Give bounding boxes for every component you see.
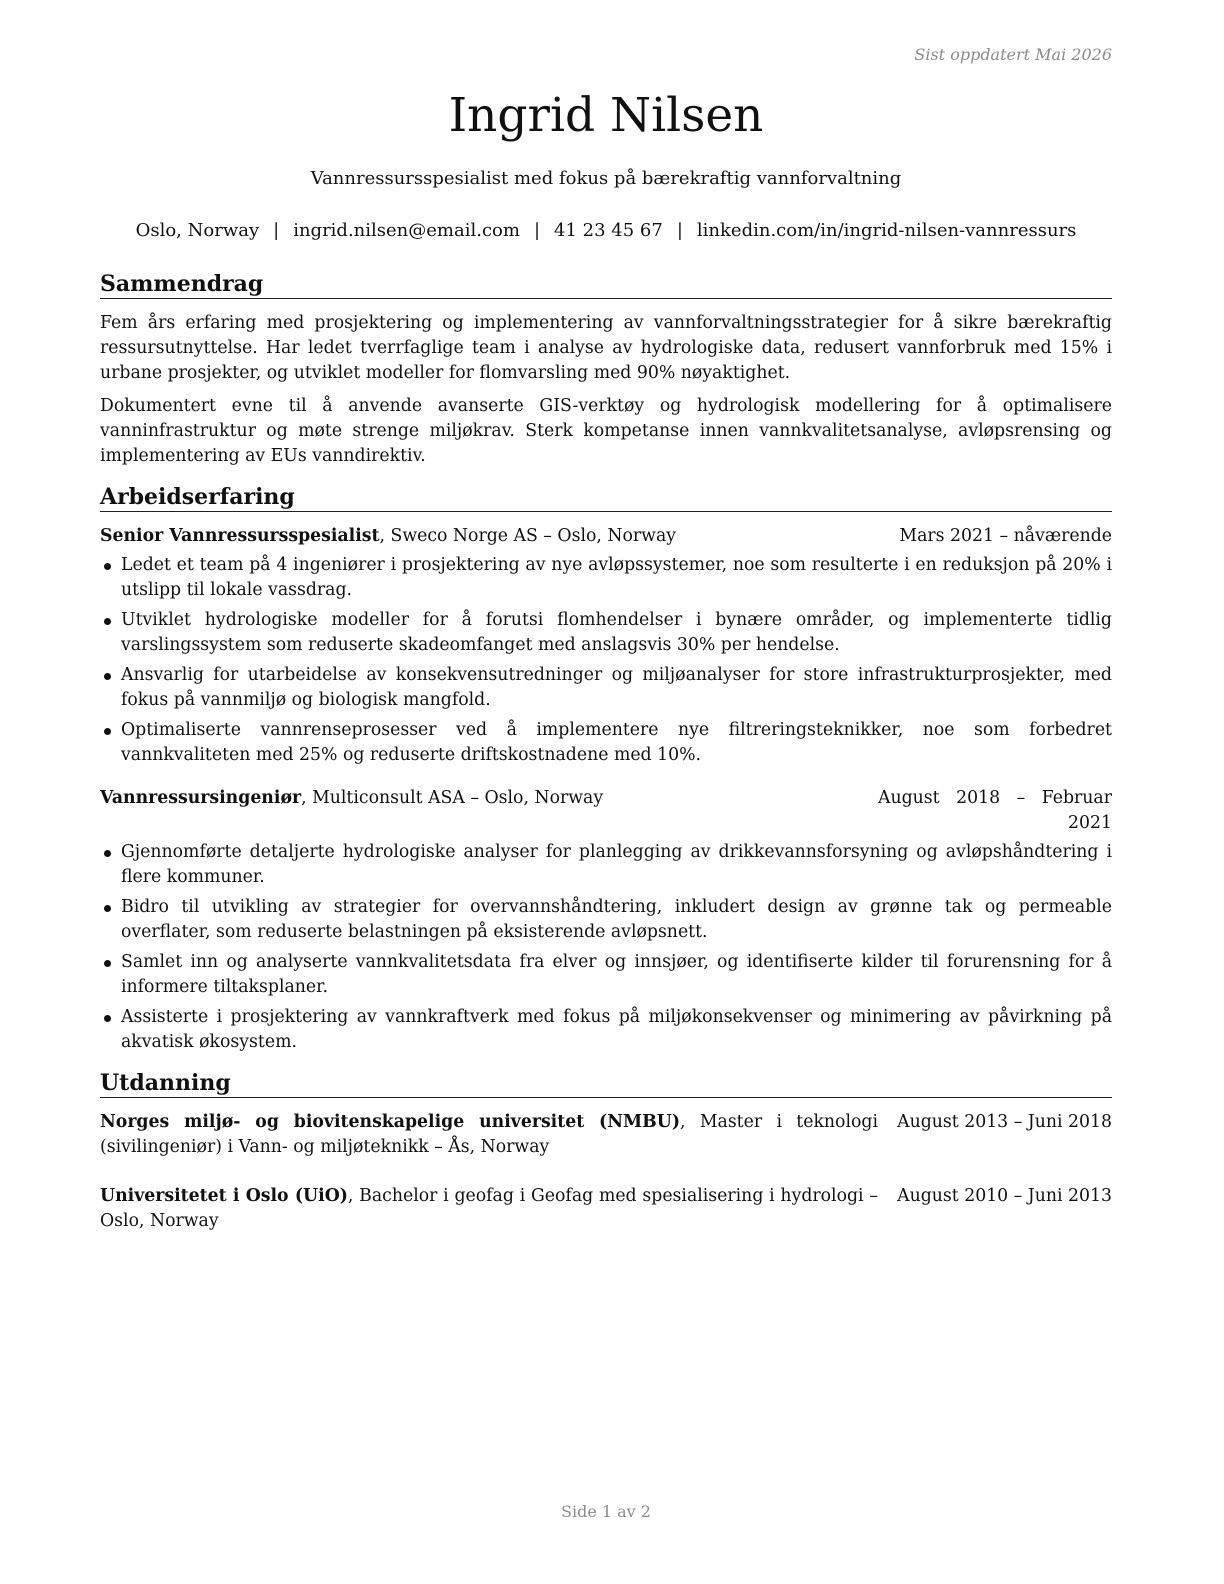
- education-item: [100, 1110, 1112, 1160]
- education-school: Norges miljø- og biovitenskapelige universitet (NMBU): [100, 1112, 680, 1132]
- candidate-name: Ingrid Nilsen: [448, 88, 764, 143]
- resume-page: [100, 0, 1112, 1584]
- summary-heading: Sammendrag: [100, 270, 1112, 299]
- contact-phone[interactable]: 41 23 45 67: [554, 220, 663, 241]
- education-dates: August 2013 – Juni 2018: [897, 1112, 1112, 1132]
- list-item: Samlet inn og analyserte vannkvalitetsdata fra elver og innsjøer, og identifiserte kilder til forurensning for å informere tiltaksplaner.: [100, 950, 1112, 1000]
- education-details: [100, 1184, 878, 1234]
- job-header: [100, 524, 1112, 549]
- contact-separator: |: [676, 220, 683, 241]
- education-degree: , Master i teknologi (sivilingeniør) i Vann- og miljøteknikk – Ås, Norway: [100, 1112, 878, 1157]
- contact-location: Oslo, Norway: [135, 220, 260, 241]
- contact-separator: |: [533, 220, 541, 241]
- list-item: Assisterte i prosjektering av vannkraftverk med fokus på miljøkonsekvenser og minimering av påvirkning på akvatisk økosystem.: [100, 1005, 1112, 1055]
- education-dates: August 2010 – Juni 2013: [897, 1186, 1112, 1206]
- job-employer: , Sweco Norge AS – Oslo, Norway: [379, 526, 677, 546]
- job-dates: August 2018 – Februar 2021: [878, 788, 1112, 833]
- list-item: Gjennomførte detaljerte hydrologiske analyser for planlegging av drikkevannsforsyning og avløpshåndtering i flere kommuner.: [100, 840, 1112, 890]
- contact-linkedin[interactable]: linkedin.com/in/ingrid-nilsen-vannressurs: [696, 220, 1077, 241]
- resume-content: [100, 270, 1112, 1258]
- job-title: Senior Vannressursspesialist: [100, 526, 380, 546]
- list-item: Optimaliserte vannrenseprosesser ved å implementere nye filtreringsteknikker, noe som forbedret vannkvaliteten med 25% og reduserte driftskostnadene med 10%.: [100, 718, 1112, 768]
- contact-line: [100, 220, 1112, 241]
- page-number: Side 1 av 2: [561, 1502, 651, 1521]
- summary-paragraph: Dokumentert evne til å anvende avanserte GIS-verktøy og hydrologisk modellering for å optimalisere vanninfrastruktur og møte strenge miljøkrav. Sterk kompetanse innen vannkvalitetsanalyse, avløpsrensing og implementering av EUs vanndirektiv.: [100, 396, 1112, 466]
- job-bullets: [100, 840, 1112, 1055]
- education-school: Universitetet i Oslo (UiO): [100, 1186, 348, 1206]
- education-degree: , Bachelor i geofag i Geofag med spesialisering i hydrologi – Oslo, Norway: [100, 1186, 878, 1231]
- job-title-line: [100, 524, 899, 549]
- list-item: Ansvarlig for utarbeidelse av konsekvensutredninger og miljøanalyser for store infrastrukturprosjekter, med fokus på vannmiljø og biologisk mangfold.: [100, 663, 1112, 713]
- contact-email[interactable]: ingrid.nilsen@email.com: [293, 220, 520, 241]
- summary-paragraph: Fem års erfaring med prosjektering og implementering av vannforvaltningsstrategier for å sikre bærekraftig ressursutnyttelse. Har ledet tverrfaglige team i analyse av hydrologiske data, redusert vannforbruk med 15% i urbane prosjekter, og utviklet modeller for flomvarsling med 90% nøyaktighet.: [100, 313, 1112, 383]
- experience-heading: Arbeidserfaring: [100, 483, 1112, 512]
- last-updated: Sist oppdatert Mai 2026: [914, 45, 1112, 64]
- job-title-line: [100, 786, 878, 811]
- job-dates: Mars 2021 – nåværende: [899, 526, 1112, 546]
- job-employer: , Multiconsult ASA – Oslo, Norway: [301, 788, 604, 808]
- tagline: Vannressursspesialist med fokus på bærekraftig vannforvaltning: [310, 168, 902, 189]
- list-item: Bidro til utvikling av strategier for overvannshåndtering, inkludert design av grønne tak og permeable overflater, som reduserte belastningen på eksisterende avløpsnett.: [100, 895, 1112, 945]
- contact-separator: |: [273, 220, 280, 241]
- job-bullets: [100, 553, 1112, 768]
- list-item: Ledet et team på 4 ingeniører i prosjektering av nye avløpssystemer, noe som resulterte i en reduksjon på 20% i utslipp til lokale vassdrag.: [100, 553, 1112, 603]
- education-item: [100, 1184, 1112, 1234]
- job-header: [100, 786, 1112, 836]
- job-title: Vannressursingeniør: [100, 788, 302, 808]
- list-item: Utviklet hydrologiske modeller for å forutsi flomhendelser i bynære områder, og implementerte tidlig varslingssystem som reduserte skadeomfanget med anslagsvis 30% per hendelse.: [100, 608, 1112, 658]
- education-heading: Utdanning: [100, 1069, 1112, 1098]
- education-details: [100, 1110, 878, 1160]
